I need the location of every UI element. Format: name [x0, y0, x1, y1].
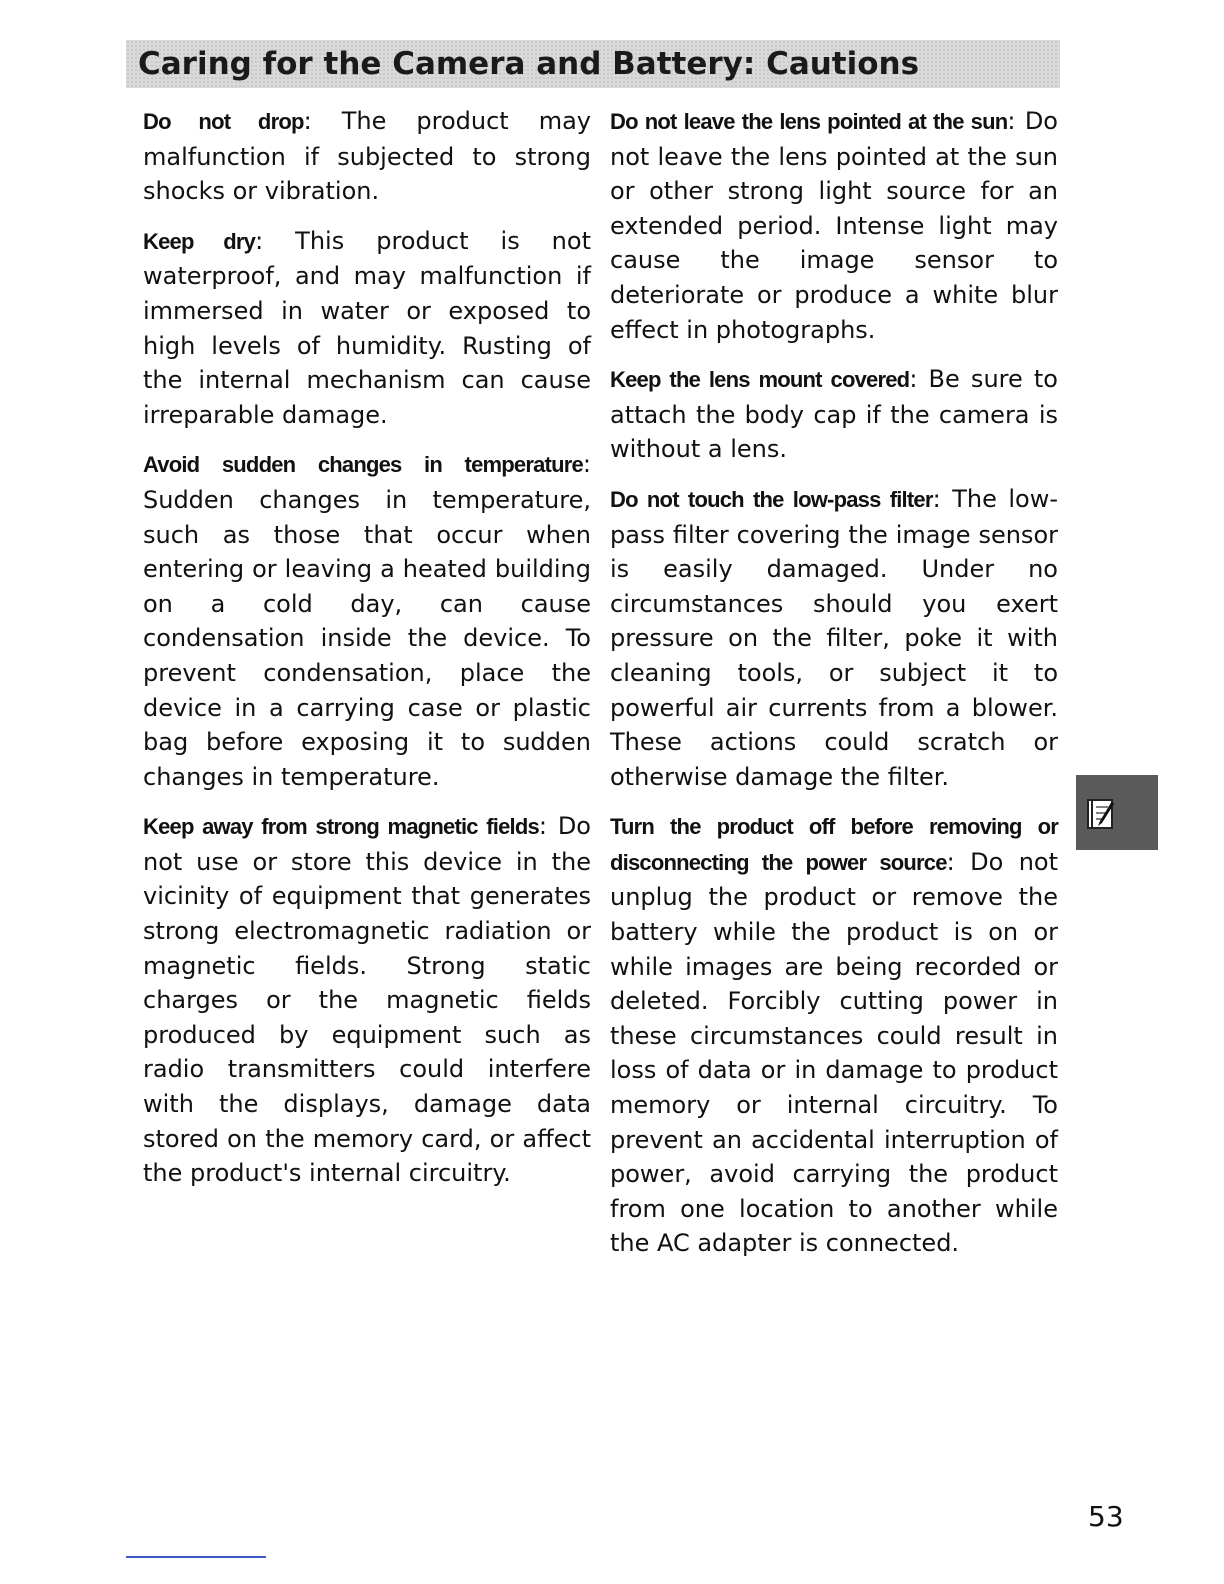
- caution-heading: Keep dry: [143, 228, 256, 254]
- page-number: 53: [1088, 1500, 1124, 1533]
- caution-heading: Do not leave the lens pointed at the sun: [610, 109, 1008, 134]
- caution-heading: Keep the lens mount covered: [610, 367, 910, 393]
- page-title: Caring for the Camera and Battery: Cautions: [138, 46, 920, 82]
- caution-text: : Be sure to attach the body cap if the camera is without a lens.: [610, 365, 1058, 464]
- caution-text: : The product may malfunction if subjected to strong shocks or vibration.: [143, 107, 591, 206]
- caution-lens-mount: [610, 362, 1058, 467]
- caution-temperature: [143, 447, 591, 794]
- caution-heading: Do not touch the low-pass filter: [610, 486, 933, 512]
- caution-heading: Avoid sudden changes in temperature: [143, 452, 583, 478]
- caution-heading: Do not drop: [143, 109, 304, 134]
- caution-text: : Sudden changes in temperature, such as those that occur when entering or leaving a heated building on a cold day, can cause condensation inside the device. To prevent condensation, place the device in a carrying case or plastic bag before exposing it to sudden changes in temperature.: [143, 450, 591, 791]
- footer-rule: [126, 1556, 266, 1558]
- caution-text: : Do not leave the lens pointed at the sun or other strong light source for an extended period. Intense light may cause the image sensor to deteriorate or produce a white blur effect in photographs.: [610, 107, 1058, 344]
- caution-text: : Do not use or store this device in the vicinity of equipment that generates strong electromagnetic radiation or magnetic fields. Strong static charges or the magnetic fields produced by equipment such as radio transmitters could interfere with the displays, damage data stored on the memory card, or affect the product's internal circuitry.: [143, 812, 591, 1188]
- right-column: [610, 104, 1058, 1276]
- notebook-pencil-icon: [1086, 797, 1116, 831]
- caution-text: : Do not unplug the product or remove the battery while the product is on or while images are being recorded or deleted. Forcibly cutting power in these circumstances could result in loss of data or in damage to product memory or internal circuitry. To prevent an accidental interruption of power, avoid carrying the product from one location to another while the AC adapter is connected.: [610, 847, 1058, 1258]
- caution-text: : The low-pass filter covering the image sensor is easily damaged. Under no circumstances should you exert pressure on the filter, poke it with cleaning tools, or subject it to powerful air currents from a blower. These actions could scratch or otherwise damage the filter.: [610, 484, 1058, 791]
- caution-low-pass-filter: [610, 482, 1058, 794]
- caution-power-source: [610, 809, 1058, 1261]
- caution-keep-dry: [143, 224, 591, 433]
- caution-text: : This product is not waterproof, and may malfunction if immersed in water or exposed to high levels of humidity. Rusting of the internal mechanism can cause irreparable damage.: [143, 226, 591, 429]
- caution-heading: Turn the product off before removing or disconnecting the power source: [610, 814, 1058, 875]
- caution-magnetic: [143, 809, 591, 1191]
- caution-drop: [143, 104, 591, 209]
- caution-heading: Keep away from strong magnetic fields: [143, 814, 539, 840]
- caution-sun: [610, 104, 1058, 347]
- left-column: [143, 104, 591, 1206]
